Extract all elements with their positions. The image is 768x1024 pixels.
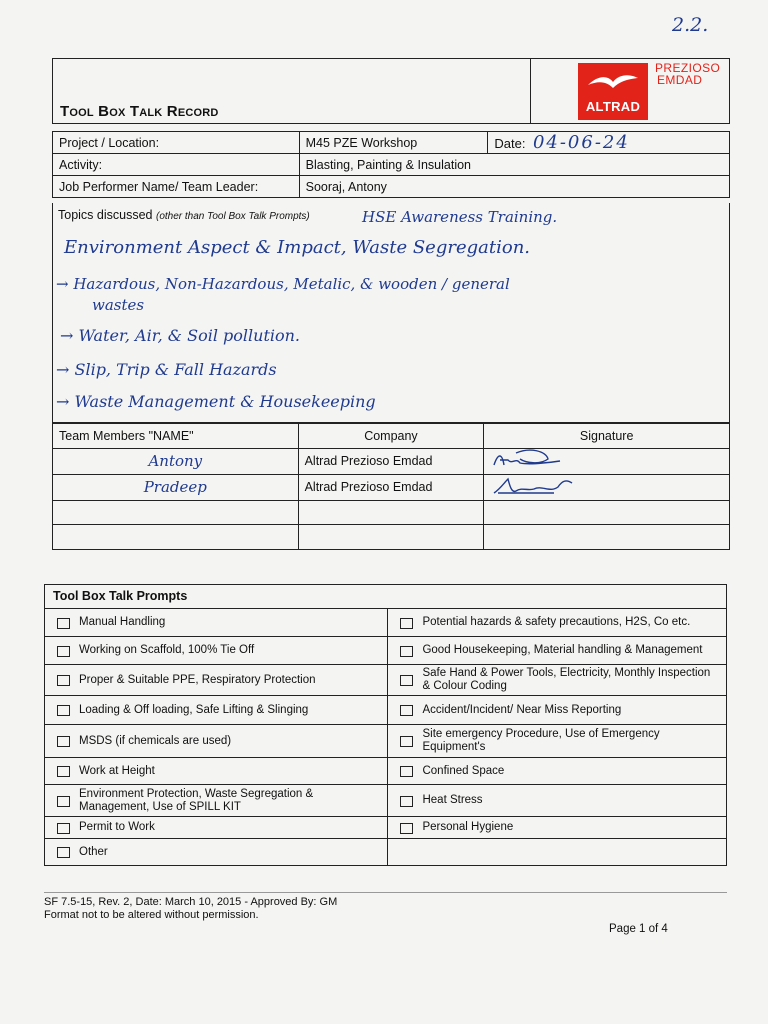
activity-value[interactable]: Blasting, Painting & Insulation: [299, 154, 729, 176]
checkbox[interactable]: [400, 646, 413, 657]
prompt-label: Accident/Incident/ Near Miss Reporting: [422, 703, 622, 716]
checkbox[interactable]: [400, 618, 413, 629]
team-members-table: [52, 423, 730, 550]
checkbox[interactable]: [400, 796, 413, 807]
form-reference: SF 7.5-15, Rev. 2, Date: March 10, 2015 - Approved By: GM: [44, 896, 338, 908]
activity-row: [53, 154, 730, 176]
signature-mark: [490, 475, 590, 497]
page-indicator: Page 1 of 4: [609, 923, 668, 935]
prompt-label: Manual Handling: [79, 616, 166, 628]
team-row: [53, 448, 730, 474]
checkbox[interactable]: [57, 675, 70, 686]
prompt-label: Safe Hand & Power Tools, Electricity, Monthly Inspection & Colour Coding: [422, 667, 711, 692]
checkbox[interactable]: [400, 705, 413, 716]
handwritten-page-number: 2.2.: [672, 14, 709, 36]
checkbox[interactable]: [57, 766, 70, 777]
team-row: [53, 500, 730, 525]
prompt-item-right[interactable]: [388, 785, 727, 817]
logo-line2: EMDAD: [657, 73, 703, 87]
prompt-item-right[interactable]: [388, 696, 727, 725]
prompt-label: Other: [79, 845, 108, 858]
topics-label-text: Topics discussed: [58, 208, 153, 222]
prompt-item-right[interactable]: [388, 817, 727, 839]
prompt-label: Permit to Work: [79, 821, 155, 833]
team-header-row: [53, 424, 730, 449]
project-label: Project / Location:: [53, 132, 300, 154]
topic-line-4: → Water, Air, & Soil pollution.: [60, 326, 301, 345]
checkbox[interactable]: [400, 823, 413, 834]
team-header-signature: Signature: [484, 424, 730, 449]
prompt-label: Confined Space: [422, 764, 505, 777]
checkbox[interactable]: [400, 675, 413, 686]
activity-label: Activity:: [53, 154, 300, 176]
prompt-row: [45, 758, 727, 785]
prompt-row: [45, 637, 727, 665]
prompt-label: Potential hazards & safety precautions, H2S, Co etc.: [422, 616, 691, 628]
checkbox[interactable]: [57, 618, 70, 629]
prompt-item-left[interactable]: [45, 696, 388, 725]
logo-line1: PREZIOSO: [655, 61, 721, 75]
prompt-row: [45, 609, 727, 637]
prompt-label: Personal Hygiene: [422, 821, 514, 833]
prompt-label: MSDS (if chemicals are used): [79, 734, 232, 747]
topics-note: (other than Tool Box Talk Prompts): [155, 211, 310, 222]
prompt-label: Good Housekeeping, Material handling & Management: [422, 644, 703, 656]
team-member-signature[interactable]: [484, 448, 730, 474]
team-member-name[interactable]: Antony: [53, 448, 299, 474]
topic-line-6: → Waste Management & Housekeeping: [56, 392, 376, 411]
prompt-label: Proper & Suitable PPE, Respiratory Protection: [79, 673, 316, 686]
performer-row: [53, 176, 730, 198]
prompt-item-left[interactable]: [45, 785, 388, 817]
checkbox[interactable]: [57, 705, 70, 716]
team-row: [53, 525, 730, 550]
checkbox[interactable]: [57, 796, 70, 807]
prompt-item-left[interactable]: [45, 758, 388, 785]
topics-label: [58, 208, 310, 222]
prompt-item-left[interactable]: [45, 665, 388, 696]
team-member-name[interactable]: [53, 500, 299, 525]
bird-logo-icon: [586, 71, 640, 93]
prompt-item-left[interactable]: [45, 817, 388, 839]
prompt-item-right[interactable]: [388, 725, 727, 758]
prompt-row: [45, 785, 727, 817]
prompt-item-right[interactable]: [388, 665, 727, 696]
prompt-label: Environment Protection, Waste Segregation & Management, Use of SPILL KIT: [79, 787, 314, 813]
topic-line-2: → Hazardous, Non-Hazardous, Metalic, & wooden / general: [56, 275, 510, 293]
topic-line-0: HSE Awareness Training.: [362, 208, 558, 226]
footer-divider: [44, 892, 727, 893]
team-member-company[interactable]: [298, 525, 484, 550]
checkbox[interactable]: [57, 736, 70, 747]
prompt-row: [45, 817, 727, 839]
team-member-company[interactable]: [298, 500, 484, 525]
topic-line-3: wastes: [92, 296, 145, 314]
project-info-table: [52, 131, 730, 198]
topic-line-5: → Slip, Trip & Fall Hazards: [56, 360, 277, 379]
prompts-title: Tool Box Talk Prompts: [45, 585, 727, 609]
checkbox[interactable]: [57, 823, 70, 834]
project-row: [53, 132, 730, 154]
prompt-item-right-empty: [388, 839, 727, 866]
prompt-label: Loading & Off loading, Safe Lifting & Slinging: [79, 703, 309, 716]
topic-line-1: Environment Aspect & Impact, Waste Segregation.: [64, 237, 531, 258]
team-member-name[interactable]: Pradeep: [53, 474, 299, 500]
prompt-label: Work at Height: [79, 764, 155, 777]
team-row: [53, 474, 730, 500]
prompt-item-left[interactable]: [45, 839, 388, 866]
prompt-item-right[interactable]: [388, 758, 727, 785]
prompt-item-left[interactable]: [45, 725, 388, 758]
format-notice: Format not to be altered without permission.: [44, 909, 259, 921]
performer-value[interactable]: Sooraj, Antony: [299, 176, 729, 198]
checkbox[interactable]: [400, 766, 413, 777]
team-member-signature[interactable]: [484, 500, 730, 525]
team-header-company: Company: [298, 424, 484, 449]
prompt-item-right[interactable]: [388, 609, 727, 637]
date-label: Date:: [494, 136, 526, 151]
prompt-row: [45, 839, 727, 866]
date-value[interactable]: 04-06-24: [532, 132, 630, 153]
prompt-label: Site emergency Procedure, Use of Emergency Equipment's: [422, 728, 660, 753]
team-member-name[interactable]: [53, 525, 299, 550]
team-member-company[interactable]: Altrad Prezioso Emdad: [298, 474, 484, 500]
header-divider: [530, 58, 531, 124]
prompt-label: Heat Stress: [422, 794, 483, 806]
team-member-signature[interactable]: [484, 525, 730, 550]
prompt-row: [45, 696, 727, 725]
prompt-item-left[interactable]: [45, 637, 388, 665]
team-member-signature[interactable]: [484, 474, 730, 500]
prompt-item-left[interactable]: [45, 609, 388, 637]
performer-label: Job Performer Name/ Team Leader:: [53, 176, 300, 198]
prompt-row: [45, 665, 727, 696]
checkbox[interactable]: [57, 646, 70, 657]
form-title: Tool Box Talk Record: [60, 103, 219, 120]
checkbox[interactable]: [400, 736, 413, 747]
prompts-header-row: [45, 585, 727, 609]
signature-mark: [490, 449, 570, 471]
altrad-logo: [578, 63, 648, 120]
prompt-row: [45, 725, 727, 758]
prompt-item-right[interactable]: [388, 637, 727, 665]
project-value[interactable]: M45 PZE Workshop: [299, 132, 488, 154]
team-header-name: Team Members "NAME": [53, 424, 299, 449]
logo-brand: ALTRAD: [585, 99, 641, 114]
topics-box[interactable]: [52, 203, 730, 423]
date-cell[interactable]: [488, 132, 730, 154]
checkbox[interactable]: [57, 847, 70, 858]
logo-company-name: [655, 62, 720, 86]
prompt-label: Working on Scaffold, 100% Tie Off: [79, 644, 255, 656]
team-member-company[interactable]: Altrad Prezioso Emdad: [298, 448, 484, 474]
prompts-table: [44, 584, 727, 866]
